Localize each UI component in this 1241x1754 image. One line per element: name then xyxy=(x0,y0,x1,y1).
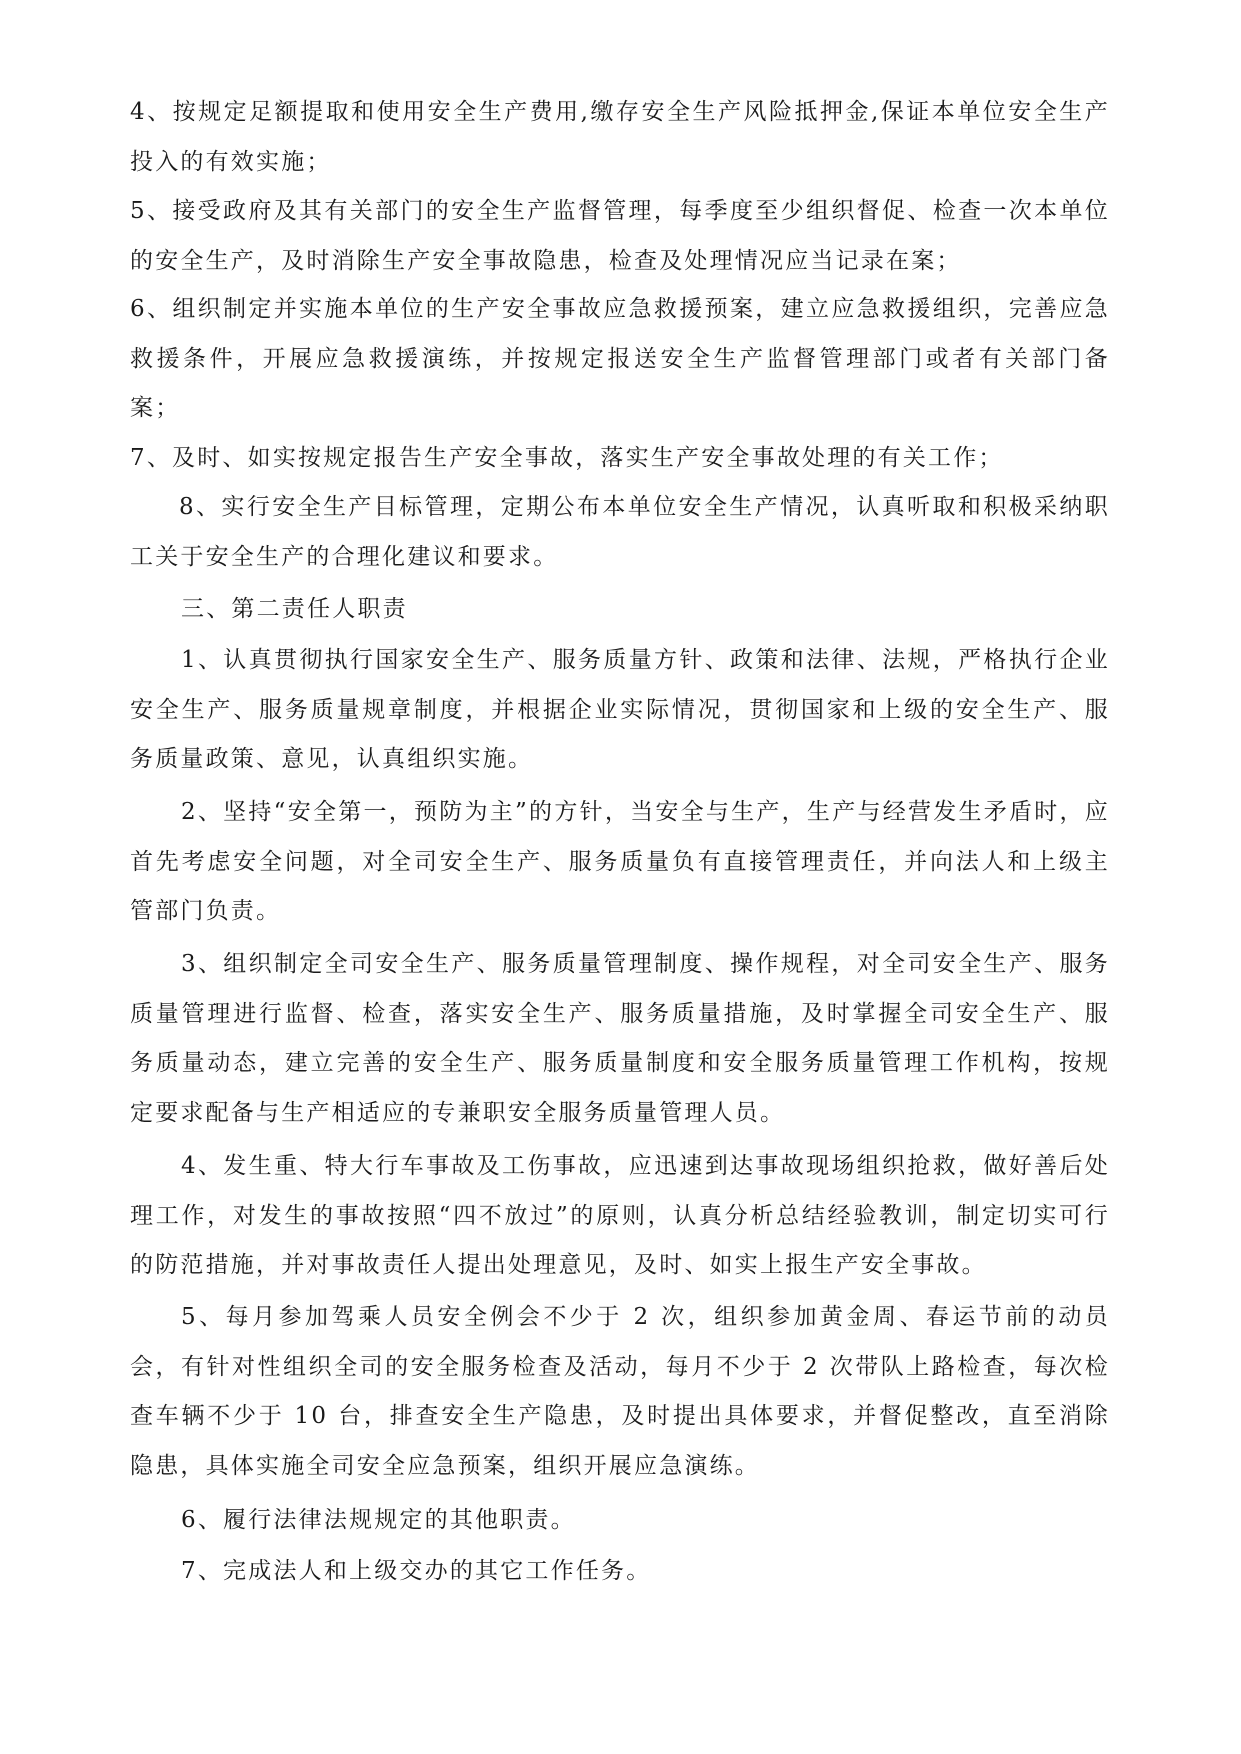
paragraph-item-6-emergency-plan: 6、组织制定并实施本单位的生产安全事故应急救援预案，建立应急救援组织，完善应急救援条件，开展应急救援演练，并按规定报送安全生产监督管理部门或者有关部门备案； xyxy=(130,296,1110,422)
paragraph-duty-6: 6、履行法律法规规定的其他职责。 xyxy=(181,1507,576,1533)
paragraph-duty-2: 2、坚持“安全第一，预防为主”的方针，当安全与生产，生产与经营发生矛盾时，应首先考虑安全问题，对全司安全生产、服务质量负有直接管理责任，并向法人和上级主管部门负责。 xyxy=(130,799,1110,925)
paragraph-item-5-government-supervision: 5、接受政府及其有关部门的安全生产监督管理，每季度至少组织督促、检查一次本单位的安全生产，及时消除生产安全事故隐患，检查及处理情况应当记录在案； xyxy=(130,198,1110,274)
paragraph-duty-5: 5、每月参加驾乘人员安全例会不少于 2 次，组织参加黄金周、春运节前的动员会，有针对性组织全司的安全服务检查及活动，每月不少于 2 次带队上路检查，每次检查车辆不少于 10 台，排查安全生产隐患，及时提出具体要求，并督促整改，直至消除隐患，具体实施全司安全应急预案，组织开展应急演练。 xyxy=(130,1304,1110,1479)
paragraph-duty-1: 1、认真贯彻执行国家安全生产、服务质量方针、政策和法律、法规，严格执行企业安全生产、服务质量规章制度，并根据企业实际情况，贯彻国家和上级的安全生产、服务质量政策、意见，认真组织实施。 xyxy=(130,647,1110,773)
paragraph-item-7-accident-reporting: 7、及时、如实按规定报告生产安全事故，落实生产安全事故处理的有关工作； xyxy=(130,445,1004,471)
paragraph-duty-7: 7、完成法人和上级交办的其它工作任务。 xyxy=(181,1558,652,1584)
section-heading: 三、第二责任人职责 xyxy=(181,596,408,622)
paragraph-item-4-safety-funding: 4、按规定足额提取和使用安全生产费用,缴存安全生产风险抵押金,保证本单位安全生产投入的有效实施； xyxy=(130,99,1110,175)
paragraph-item-8-target-management: 8、实行安全生产目标管理，定期公布本单位安全生产情况，认真听取和积极采纳职工关于安全生产的合理化建议和要求。 xyxy=(130,494,1110,570)
paragraph-duty-3: 3、组织制定全司安全生产、服务质量管理制度、操作规程，对全司安全生产、服务质量管理进行监督、检查，落实安全生产、服务质量措施，及时掌握全司安全生产、服务质量动态，建立完善的安全生产、服务质量制度和安全服务质量管理工作机构，按规定要求配备与生产相适应的专兼职安全服务质量管理人员。 xyxy=(130,951,1110,1126)
paragraph-duty-4: 4、发生重、特大行车事故及工伤事故，应迅速到达事故现场组织抢救，做好善后处理工作，对发生的事故按照“四不放过”的原则，认真分析总结经验教训，制定切实可行的防范措施，并对事故责任人提出处理意见，及时、如实上报生产安全事故。 xyxy=(130,1153,1110,1279)
